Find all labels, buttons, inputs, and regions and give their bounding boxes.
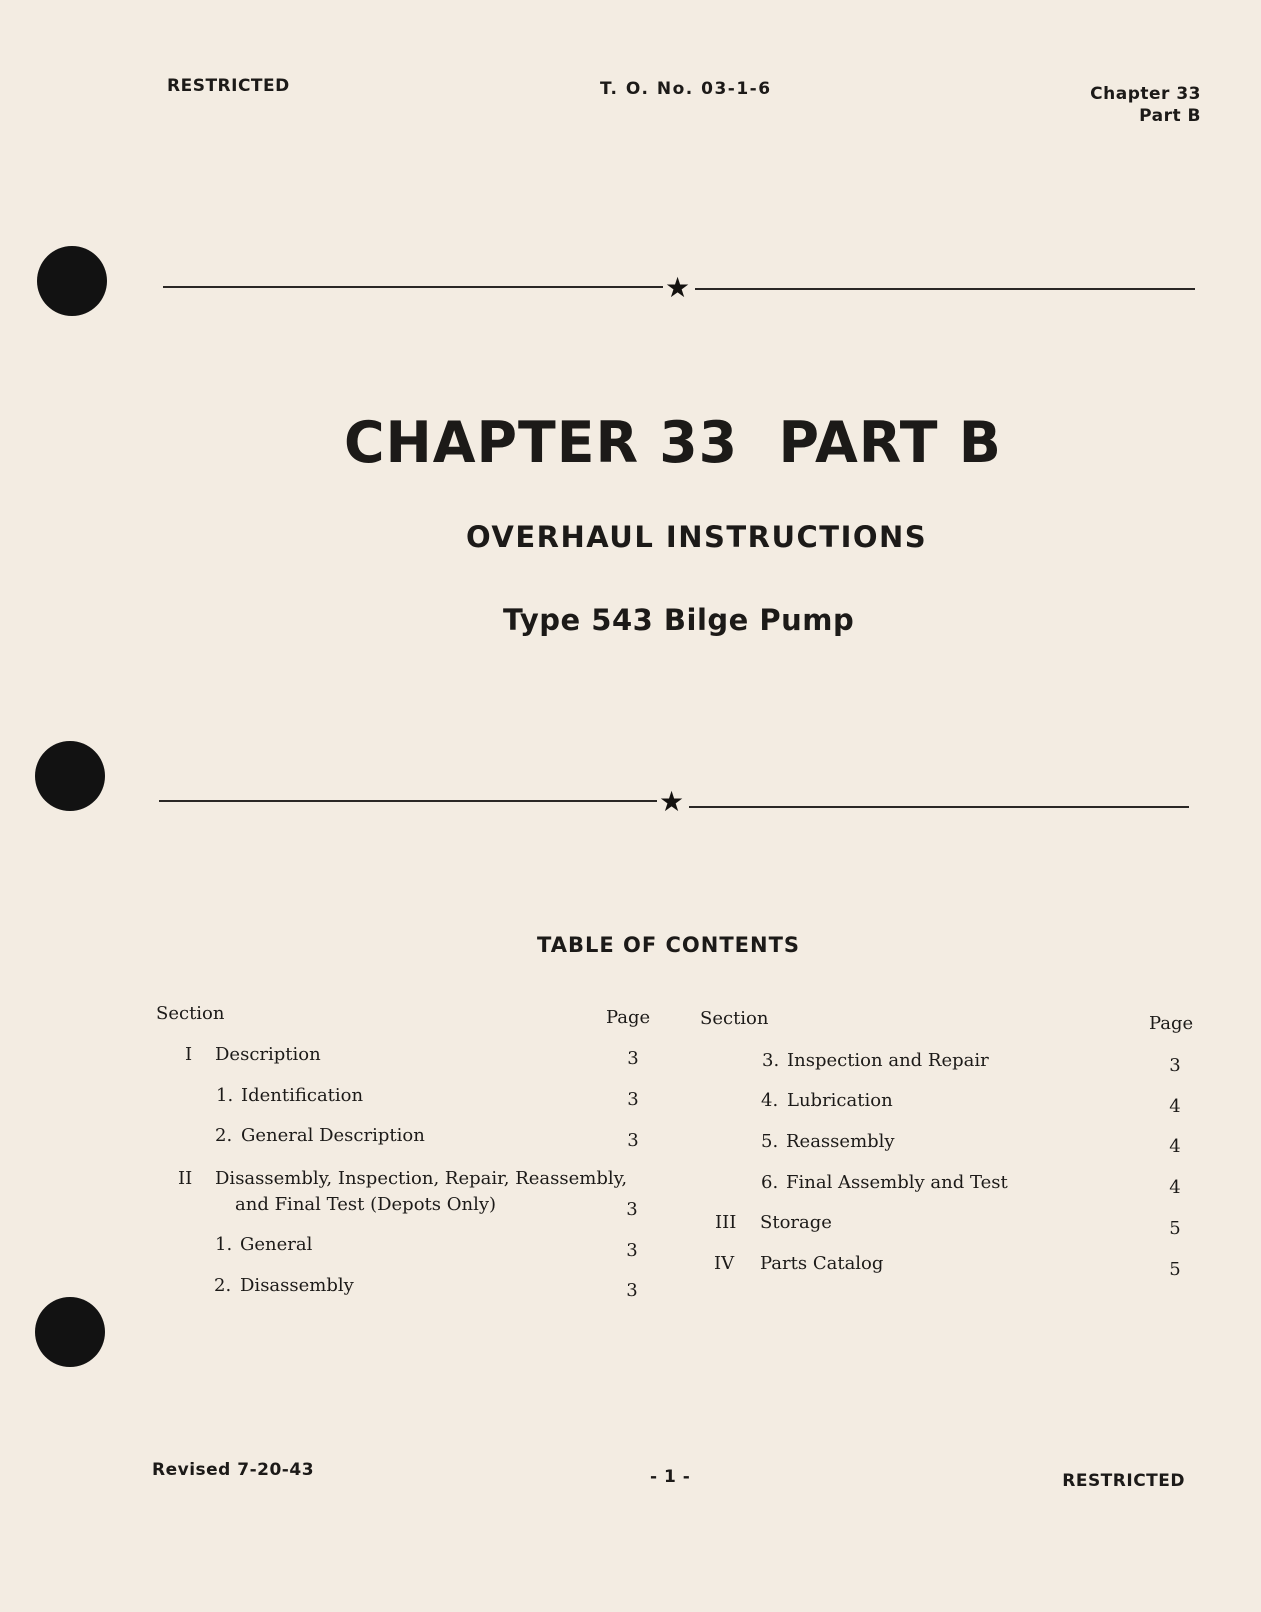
toc-entry-label: Description (215, 1044, 321, 1065)
toc-entry-label: Inspection and Repair (787, 1050, 989, 1071)
overhaul-subtitle: OVERHAUL INSTRUCTIONS (466, 520, 928, 554)
toc-entry-number: III (715, 1212, 737, 1233)
toc-entry-number: IV (714, 1253, 735, 1274)
toc-entry-label: Parts Catalog (760, 1253, 884, 1274)
header-to-number: T. O. No. 03-1-6 (600, 79, 772, 99)
header-classification: RESTRICTED (167, 76, 290, 96)
middle-divider-left (159, 800, 657, 802)
toc-entry-label: Lubrication (787, 1090, 893, 1111)
header-part: Part B (1139, 106, 1201, 126)
toc-entry-number: 6. (761, 1172, 779, 1193)
toc-entry-page: 3 (1169, 1055, 1181, 1076)
toc-entry-page: 3 (627, 1048, 639, 1069)
toc-entry-label: Final Assembly and Test (786, 1172, 1008, 1193)
toc-entry-page: 4 (1169, 1096, 1181, 1117)
footer-page-number: - 1 - (650, 1467, 691, 1487)
top-divider-right (695, 288, 1195, 290)
punch-hole-bottom (35, 1297, 105, 1367)
toc-right-page-header: Page (1149, 1013, 1194, 1034)
toc-right-section-header: Section (700, 1008, 769, 1029)
toc-entry-page: 3 (627, 1089, 639, 1110)
toc-entry-label-continued: and Final Test (Depots Only) (235, 1194, 497, 1215)
toc-entry-number: 2. (215, 1125, 233, 1146)
toc-entry-label: Reassembly (786, 1131, 895, 1152)
toc-left-page-header: Page (606, 1007, 651, 1028)
toc-left-section-header: Section (156, 1003, 225, 1024)
toc-entry-page: 4 (1169, 1136, 1181, 1157)
toc-entry-page: 5 (1169, 1218, 1181, 1239)
toc-entry-number: I (185, 1044, 193, 1065)
subject-title: Type 543 Bilge Pump (503, 603, 855, 637)
middle-divider-right (689, 806, 1189, 808)
toc-entry-label: General Description (241, 1125, 425, 1146)
middle-divider-star: ★ (659, 785, 685, 818)
top-divider-left (163, 286, 663, 288)
toc-entry-label: Storage (760, 1212, 832, 1233)
header-chapter: Chapter 33 (1090, 84, 1201, 104)
toc-entry-page: 3 (626, 1280, 638, 1301)
toc-entry-label: Disassembly, Inspection, Repair, Reassembly, (215, 1168, 628, 1189)
chapter-title: CHAPTER 33 PART B (344, 410, 1002, 476)
toc-entry-page: 4 (1169, 1177, 1181, 1198)
top-divider-star: ★ (665, 271, 691, 304)
toc-entry-page: 3 (626, 1240, 638, 1261)
toc-entry-number: 1. (216, 1085, 234, 1106)
punch-hole-top (37, 246, 107, 316)
footer-classification: RESTRICTED (1062, 1471, 1185, 1491)
toc-entry-label: General (240, 1234, 313, 1255)
toc-entry-number: 5. (761, 1131, 779, 1152)
toc-heading: TABLE OF CONTENTS (537, 933, 801, 957)
toc-entry-number: 3. (762, 1050, 780, 1071)
punch-hole-middle (35, 741, 105, 811)
toc-entry-number: II (178, 1168, 193, 1189)
toc-entry-page: 3 (627, 1130, 639, 1151)
footer-revised-date: Revised 7-20-43 (152, 1460, 315, 1480)
toc-entry-number: 2. (214, 1275, 232, 1296)
toc-entry-label: Identification (241, 1085, 364, 1106)
toc-entry-label: Disassembly (240, 1275, 354, 1296)
toc-entry-number: 4. (761, 1090, 779, 1111)
toc-entry-page: 3 (626, 1199, 638, 1220)
toc-entry-page: 5 (1169, 1259, 1181, 1280)
toc-entry-number: 1. (215, 1234, 233, 1255)
